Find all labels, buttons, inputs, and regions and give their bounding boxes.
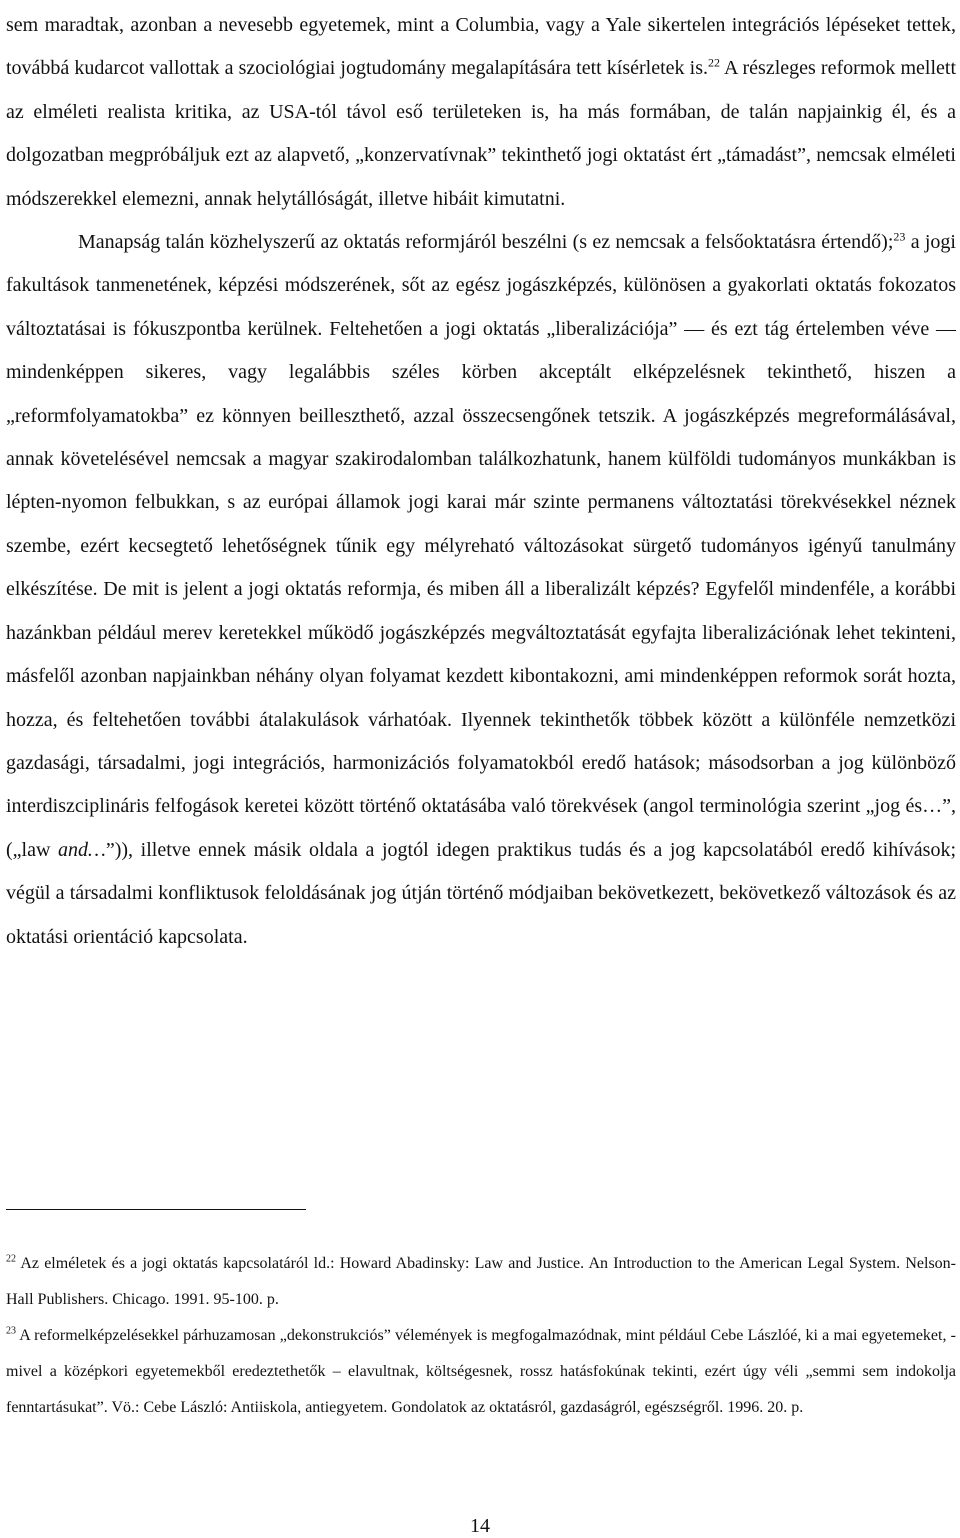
- footnote-text: A reformelképzelésekkel párhuzamosan „dekonstrukciós” vélemények is megfogalmazódnak, mint például Cebe Lászlóé, ki a mai egyetemeket, - mivel a középkori egyetemekből eredeztethetők – elavultnak, költségesnek, rossz hatásfokúnak tekinti, ezért úgy véli „semmi sem indokolja fenntartásukat”. Vö.: Cebe László: Antiiskola, antiegyetem. Gondolatok az oktatásról, gazdaságról, egészségről. 1996. 20. p.: [6, 1327, 956, 1416]
- page-number: 14: [470, 1515, 490, 1537]
- paragraph-1-text-b: A részleges reformok mellett az elméleti realista kritika, az USA-tól távol eső területeken is, ha más formában, de talán napjainkig él, és a dolgozatban megpróbáljuk ezt az alapvető, „konzervatívnak” tekinthető jogi oktatást ért „támadást”, nemcsak elméleti módszerekkel elemezni, annak helytállóságát, illetve hibáit kimutatni.: [6, 57, 956, 210]
- footnote-separator: [6, 1209, 306, 1210]
- footnotes: [6, 1246, 956, 1426]
- body-text: [6, 4, 956, 959]
- footnote-number: 22: [6, 1253, 16, 1265]
- paragraph-2-text-a: Manapság talán közhelyszerű az oktatás reformjáról beszélni (s ez nemcsak a felsőoktatásra értendő);: [78, 231, 894, 254]
- paragraph-1: [6, 4, 956, 221]
- footnote-ref-23[interactable]: 23: [893, 229, 906, 244]
- paragraph-2: [6, 221, 956, 959]
- footnote-22: [6, 1246, 956, 1318]
- footnote-23: [6, 1318, 956, 1426]
- paragraph-2-italic: and…: [58, 838, 106, 861]
- paragraph-1-text-a: sem maradtak, azonban a nevesebb egyetemek, mint a Columbia, vagy a Yale sikertelen integrációs lépéseket tettek, továbbá kudarcot vallottak a szociológiai jogtudomány megalapítására tett kísérletek is.: [6, 14, 956, 80]
- paragraph-2-text-b: a jogi fakultások tanmenetének, képzési módszerének, sőt az egész jogászképzés, különösen a gyakorlati oktatás fokozatos változtatásai is fókuszpontba kerülnek. Feltehetően a jogi oktatás „liberalizációja” — és ezt tág értelemben véve — mindenképpen sikeres, vagy legalábbis széles körben akceptált elképzelésnek tekinthető, hiszen a „reformfolyamatokba” ez könnyen beilleszthető, azzal összecsengőnek tetszik. A jogászképzés megreformálásával, annak követelésével nemcsak a magyar szakirodalomban találkozhatunk, hanem külföldi tudományos munkákban is lépten-nyomon felbukkan, s az európai államok jogi karai már szinte permanens változtatási törekvésekkel néznek szembe, ezért kecsegtető lehetőségnek tűnik egy mélyreható változásokat sürgető tudományos igényű tanulmány elkészítése. De mit is jelent a jogi oktatás reformja, és miben áll a liberalizált képzés? Egyfelől mindenféle, a korábbi hazánkban például merev keretekkel működő jogászképzés megváltoztatását egyfajta liberalizációnak lehet tekinteni, másfelől azonban napjainkban néhány olyan folyamat kezdett kibontakozni, ami mindenképpen reformok sorát hozta, hozza, és feltehetően további átalakulások várhatóak. Ilyennek tekinthetők többek között a különféle nemzetközi gazdasági, társadalmi, jogi integrációs, harmonizációs folyamatokból eredő hatások; másodsorban a jog különböző interdiszciplináris felfogások keretei között történő oktatásába való törekvések (angol terminológia szerint „jog és…”, („law: [6, 231, 956, 861]
- footnote-text: Az elméletek és a jogi oktatás kapcsolatáról ld.: Howard Abadinsky: Law and Justice. An Introduction to the American Legal System. Nelson-Hall Publishers. Chicago. 1991. 95-100. p.: [6, 1255, 956, 1308]
- footnote-ref-22[interactable]: 22: [708, 55, 721, 70]
- footnote-number: 23: [6, 1325, 16, 1337]
- paragraph-2-text-c: ”)), illetve ennek másik oldala a jogtól idegen praktikus tudás és a jog kapcsolatából eredő kihívások; végül a társadalmi konfliktusok feloldásának jog útján történő módjaiban bekövetkezett, bekövetkező változások és az oktatási orientáció kapcsolata.: [6, 838, 956, 948]
